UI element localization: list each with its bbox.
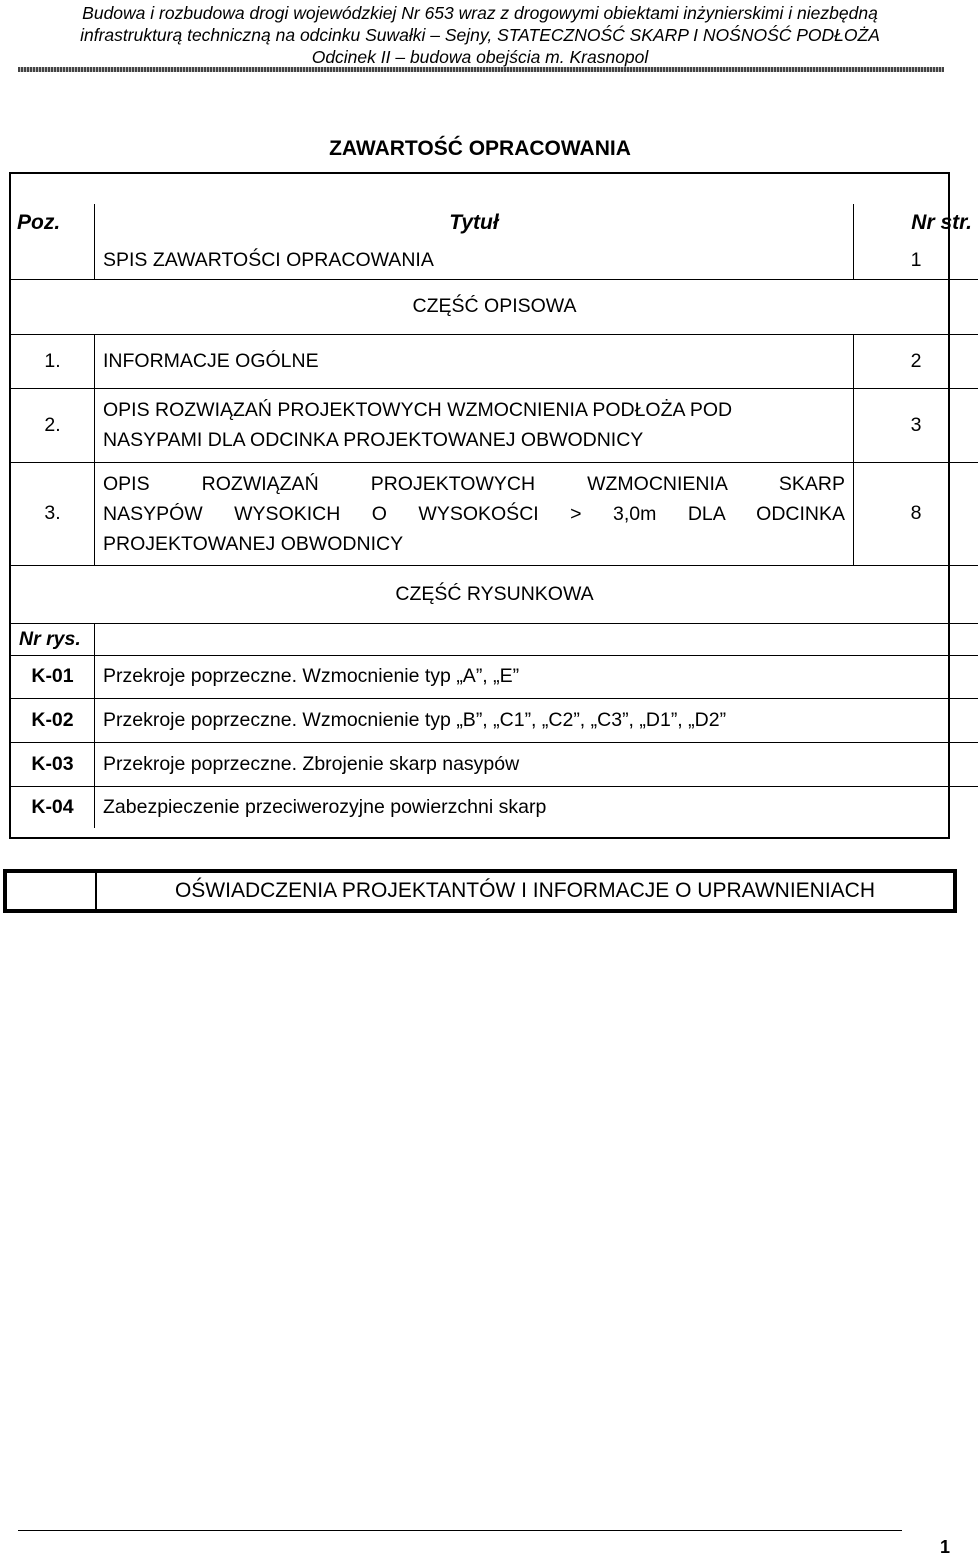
row-title-line: NASYPÓW WYSOKICH O WYSOKOŚCI > 3,0m DLA ODCINKA — [103, 499, 845, 529]
drawing-title: Przekroje poprzeczne. Zbrojenie skarp nasypów — [95, 742, 978, 786]
table-row — [11, 242, 978, 279]
row-page: 1 — [854, 242, 978, 279]
drawing-title: Przekroje poprzeczne. Wzmocnienie typ „A”, „E” — [95, 655, 978, 698]
header-line-2: infrastrukturą techniczną na odcinku Suwałki – Sejny, STATECZNOŚĆ SKARP I NOŚNOŚĆ PODŁOŻA — [0, 24, 960, 46]
table-row — [11, 334, 978, 388]
declarations-box — [3, 869, 957, 913]
drawing-no: K-01 — [11, 655, 95, 698]
contents-table — [11, 204, 978, 828]
row-title: INFORMACJE OGÓLNE — [95, 334, 854, 388]
col-page-header: Nr str. — [854, 204, 978, 242]
declarations-title: OŚWIADCZENIA PROJEKTANTÓW I INFORMACJE O UPRAWNIENIACH — [97, 873, 953, 909]
col-title-header: Tytuł — [95, 204, 854, 242]
drawing-no: K-04 — [11, 786, 95, 828]
row-title: SPIS ZAWARTOŚCI OPRACOWANIA — [95, 242, 854, 279]
table-row — [11, 698, 978, 742]
contents-table-frame — [9, 172, 950, 839]
running-header — [0, 0, 960, 68]
table-row — [11, 655, 978, 698]
drawing-no: K-02 — [11, 698, 95, 742]
header-line-1: Budowa i rozbudowa drogi wojewódzkiej Nr 653 wraz z drogowymi obiektami inżynierskimi i niezbędną — [0, 2, 960, 24]
header-line-3: Odcinek II – budowa obejścia m. Krasnopol — [0, 46, 960, 68]
row-pos: 1. — [11, 334, 95, 388]
row-pos — [11, 242, 95, 279]
row-title — [95, 388, 854, 462]
section-row-descriptive — [11, 279, 978, 334]
section-title: CZĘŚĆ OPISOWA — [11, 279, 978, 334]
page-number: 1 — [940, 1537, 950, 1558]
drawing-title: Zabezpieczenie przeciwerozyjne powierzchni skarp — [95, 786, 978, 828]
row-title-line: OPIS ROZWIĄZAŃ PROJEKTOWYCH WZMOCNIENIA SKARP — [103, 469, 845, 499]
drawing-title: Przekroje poprzeczne. Wzmocnienie typ „B”, „C1”, „C2”, „C3”, „D1”, „D2” — [95, 698, 978, 742]
table-header-row — [11, 204, 978, 242]
section-row-drawings — [11, 565, 978, 623]
row-title-line: PROJEKTOWANEJ OBWODNICY — [103, 529, 845, 559]
col-drawing-no-header: Nr rys. — [11, 623, 95, 655]
row-page: 3 — [854, 388, 978, 462]
row-pos: 2. — [11, 388, 95, 462]
row-page: 8 — [854, 462, 978, 565]
footer-rule — [18, 1530, 902, 1531]
header-rule — [18, 67, 944, 72]
row-pos: 3. — [11, 462, 95, 565]
table-row — [11, 742, 978, 786]
col-pos-header: Poz. — [11, 204, 95, 242]
row-title-line: OPIS ROZWIĄZAŃ PROJEKTOWYCH WZMOCNIENIA PODŁOŻA POD — [103, 395, 845, 425]
row-title — [95, 462, 854, 565]
table-row — [11, 786, 978, 828]
table-row — [11, 462, 978, 565]
row-page: 2 — [854, 334, 978, 388]
table-row — [11, 388, 978, 462]
drawings-header-row — [11, 623, 978, 655]
document-title: ZAWARTOŚĆ OPRACOWANIA — [0, 137, 960, 161]
drawing-no: K-03 — [11, 742, 95, 786]
section-title: CZĘŚĆ RYSUNKOWA — [11, 565, 978, 623]
row-title-line: NASYPAMI DLA ODCINKA PROJEKTOWANEJ OBWODNICY — [103, 425, 845, 455]
